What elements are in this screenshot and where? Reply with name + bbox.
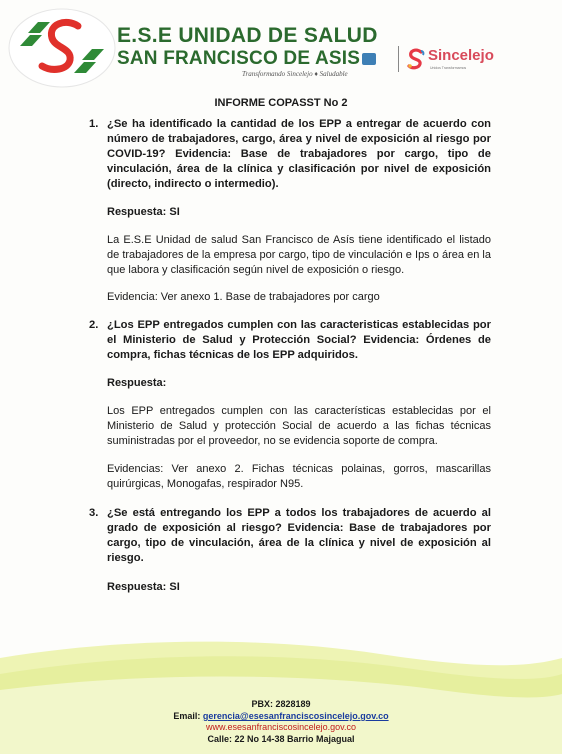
footer-email-link[interactable]: gerencia@esesanfranciscosincelejo.gov.co: [202, 711, 389, 721]
question-3: [89, 506, 491, 566]
org-name-line1: E.S.E UNIDAD DE SALUD: [117, 24, 378, 47]
partner-name: Sincelejo: [428, 47, 494, 64]
footer-website-link[interactable]: www.esesanfranciscosincelejo.gov.co: [206, 722, 356, 732]
question-2: [89, 318, 491, 363]
answer-1: La E.S.E Unidad de salud San Francisco de Asís tiene identificado el listado de trabajadores de la empresa por cargo, tipo de vinculación e Ips o área en la que labora y clasificación según nivel de exposición o riesgo.: [107, 234, 491, 276]
org-name-line2: [117, 48, 376, 70]
response-1: Respuesta: SI: [107, 206, 180, 218]
ese-logo: [8, 8, 116, 88]
question-text: ¿Se está entregando los EPP a todos los trabajadores de acuerdo al grado de exposición al riesgo? Evidencia: Base de trabajadores por cargo, tipo de vinculación, área de la clínica y nivel de exposición al riesgo.: [107, 507, 491, 564]
org-name-line2-text: SAN FRANCISCO DE ASIS: [117, 48, 361, 69]
evidence-1: Evidencia: Ver anexo 1. Base de trabajadores por cargo: [107, 291, 380, 303]
question-number: 1.: [89, 118, 99, 130]
response-3: Respuesta: SI: [107, 581, 180, 593]
partner-subtitle: Unidos Transformamos: [430, 66, 467, 70]
footer-email-line: [0, 711, 562, 721]
answer-2: Los EPP entregados cumplen con las características establecidas por el Ministerio de Salud y protección Social de acuerdo a las fichas técnicas suministradas por el proveedor, no se evidencia soporte de compra.: [107, 405, 491, 447]
seal-icon: [362, 53, 376, 65]
question-text: ¿Se ha identificado la cantidad de los EPP a entregar de acuerdo con número de trabajadores, cargo, área y nivel de exposición al riesgo por COVID-19? Evidencia: Base de trabajadores por cargo, tipo de vinculación, área de la clínica y clasificación por nivel de exposición (directo, indirecto o intermedio).: [107, 118, 491, 190]
question-text: ¿Los EPP entregados cumplen con las caracteristicas establecidas por el Ministerio de Salud y Protección Social? Evidencia: Órdenes de compra, fichas técnicas de los EPP adquiridos.: [107, 319, 491, 361]
evidence-2: Evidencias: Ver anexo 2. Fichas técnicas polainas, gorros, mascarillas quirúrgicas, Monogafas, respirador N95.: [107, 463, 491, 490]
slogan: Transformando Sincelejo ♦ Saludable: [242, 70, 348, 78]
footer-address: Calle: 22 No 14-38 Barrio Majagual: [207, 734, 355, 744]
footer-pbx: PBX: 2828189: [251, 699, 311, 709]
question-number: 2.: [89, 319, 99, 331]
document-title: INFORME COPASST No 2: [214, 97, 348, 109]
footer-website-line: [0, 722, 562, 732]
question-number: 3.: [89, 507, 99, 519]
footer-email-label: Email:: [173, 711, 201, 721]
response-2: Respuesta:: [107, 377, 167, 389]
question-1: [89, 117, 491, 192]
ese-logo-icon: [8, 8, 116, 88]
sincelejo-logo-icon: [404, 47, 428, 71]
header-divider: [398, 46, 399, 72]
